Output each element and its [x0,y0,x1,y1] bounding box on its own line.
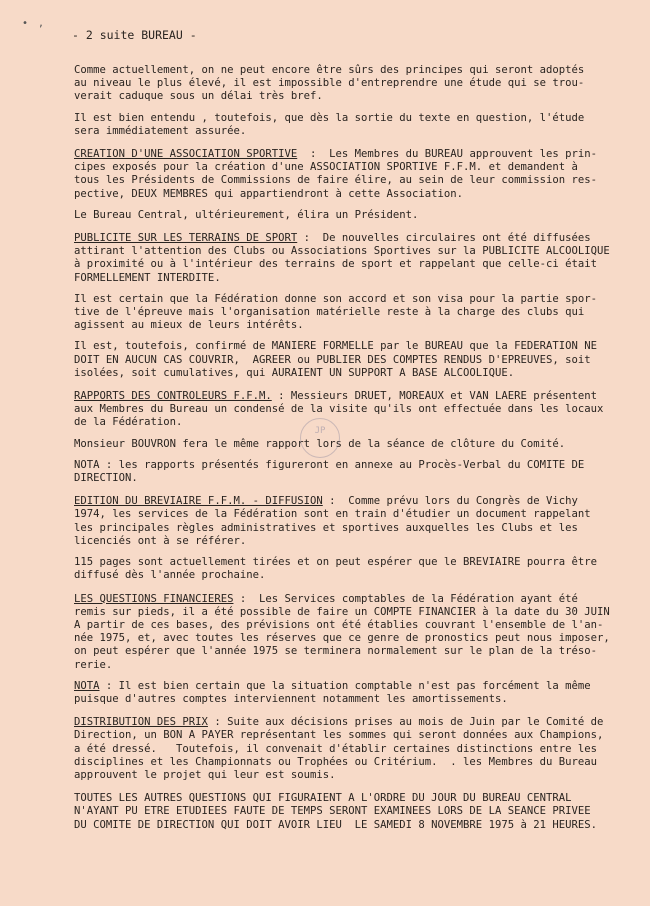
corner-mark: • , [22,18,47,29]
section-prix [74,716,636,782]
section-paragraph: Il est, toutefois, confirmé de MANIERE FORMELLE par le BUREAU que la FEDERATION NE DOIT EN AUCUN CAS COUVRIR, AGREER ou PUBLIER DES COMPTES RENDUS D'EPREUVES, soit isolées, soit cumulatives, qui AURAIENT UN SUPPORT A BASE ALCOOLIQUE. [74,340,597,379]
section-text: : Les Services comptables de la Fédération ayant été remis sur pieds, il a été possible de faire un COMPTE FINANCIER à la date du 30 JUIN A partir de ces bases, des prévisions ont été établies couvrant l'ensemble de l'an- née 1975, et, avec toutes les réserves que ce genre de pronostics peut nous imposer, on peut espérer que l'année 1975 se terminera normalement sur le plan de la tréso- rerie. [74,592,610,671]
section-title: LES QUESTIONS FINANCIERES [74,592,234,605]
section-text: : Comme prévu lors du Congrès de Vichy 1974, les services de la Fédération sont en train d'étudier un document rappelant les principales règles administratives et sportives auxquelles les Clubs et les licenciés ont à se référer. [74,495,591,547]
page-header: - 2 suite BUREAU - [72,28,197,42]
section-text: : Il est bien certain que la situation comptable n'est pas forcément la même puisque d'autres comptes interviennent notamment les amortissements. [74,679,591,705]
section-rapports [74,390,636,485]
section-text: : De nouvelles circulaires ont été diffusées attirant l'attention des Clubs ou Associations Sportives sur la PUBLICITE ALCOOLIQUE à proximité ou à l'intérieur des terrains de sport et rappelant que celle-ci était FORMELLEMENT INTERDITE. [74,232,610,284]
section-paragraph: NOTA : les rapports présentés figureront en annexe au Procès-Verbal du COMITE DE DIRECTION. [74,458,585,485]
section-paragraph: Le Bureau Central, ultérieurement, élira un Président. [74,208,419,221]
section-paragraph: 115 pages sont actuellement tirées et on peut espérer que le BREVIAIRE pourra être diffusé dès l'année prochaine. [74,556,597,582]
intro-paragraph-2: Il est bien entendu , toutefois, que dès la sortie du texte en question, l'étude sera immédiatement assurée. [74,111,585,137]
section-association [74,148,636,222]
section-title: RAPPORTS DES CONTROLEURS F.F.M. [74,390,272,403]
section-title: EDITION DU BREVIAIRE F.F.M. - DIFFUSION [74,495,323,508]
section-text: : Les Membres du BUREAU approuvent les prin- cipes exposés pour la création d'une ASSOCIATION SPORTIVE F.F.M. et demandent à tous les Présidents de Commissions de faire élire, au sein de leur commission res- pective, DEUX MEMBRES qui appartiendront à cette Association. [74,148,597,200]
section-publicite [74,232,636,380]
section-text: : Suite aux décisions prises au mois de Juin par le Comité de Direction, un BON A PAYER représentant les sommes qui seront données aux Champions, a été dressé. Toutefois, il convenait d'établir certaines distinctions entre les disciplines et les Championnats ou Trophées ou Critérium. . les Membres du Bureau approuvent le projet qui leur est soumis. [74,716,604,781]
faded-stamp: JP [300,418,340,458]
section-title: DISTRIBUTION DES PRIX [74,716,208,729]
intro-paragraph-1: Comme actuellement, on ne peut encore être sûrs des principes qui seront adoptés au niveau le plus élevé, il est impossible d'entreprendre une étude qui se trou- verait caduque sous un délai très bref. [74,64,585,103]
section-text: : Messieurs DRUET, MOREAUX et VAN LAERE présentent aux Membres du Bureau un condensé de la visite qu'ils ont effectuée dans les locaux de la Fédération. [74,390,604,429]
document-body [74,64,636,840]
closing-paragraph: TOUTES LES AUTRES QUESTIONS QUI FIGURAIENT A L'ORDRE DU JOUR DU BUREAU CENTRAL N'AYANT PU ETRE ETUDIEES FAUTE DE TEMPS SERONT EXAMINEES LORS DE LA SEANCE PRIVEE DU COMITE DE DIRECTION QUI DOIT AVOIR LIEU LE SAMEDI 8 NOVEMBRE 1975 à 21 HEURES. [74,792,597,831]
section-paragraph: Monsieur BOUVRON fera le même rapport lors de la séance de clôture du Comité. [74,437,566,450]
section-finances [74,593,636,707]
section-breviaire [74,495,636,582]
section-title: PUBLICITE SUR LES TERRAINS DE SPORT [74,232,298,245]
section-paragraph: Il est certain que la Fédération donne son accord et son visa pour la partie spor- tive de l'épreuve mais l'organisation matérielle reste à la charge des clubs qui agissent au mieux de leurs intérêts. [74,292,597,332]
section-title: CREATION D'UNE ASSOCIATION SPORTIVE [74,148,298,161]
section-title: NOTA [74,679,100,692]
